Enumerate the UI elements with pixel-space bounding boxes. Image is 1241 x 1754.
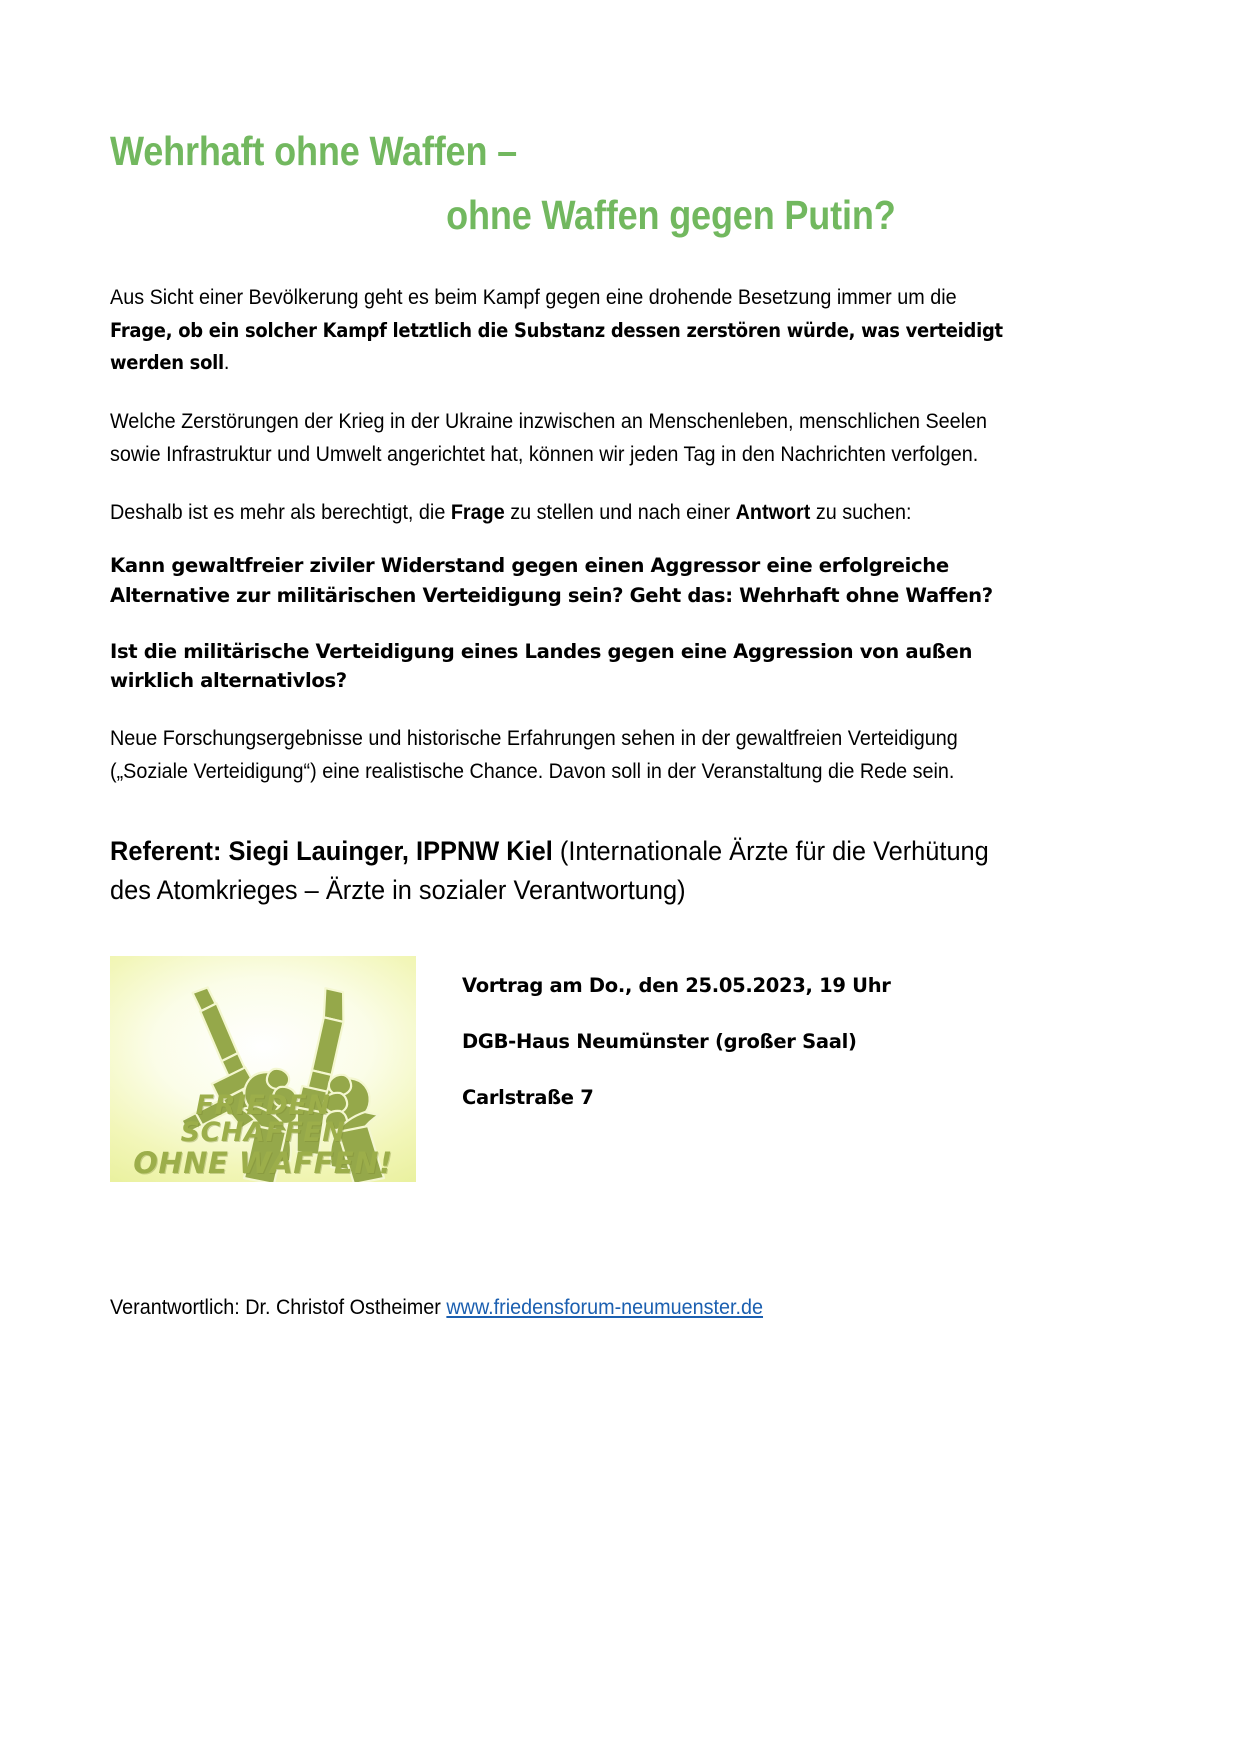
document-content xyxy=(110,120,1010,1182)
title-line-2: ohne Waffen gegen Putin? xyxy=(446,191,896,238)
speaker-name: Referent: Siegi Lauinger, IPPNW Kiel xyxy=(110,835,553,866)
paragraph-question-intro-c: zu suchen: xyxy=(810,500,912,525)
speaker-affiliation: (Internationale Ärzte für die Verhütung des Atomkrieges – Ärzte in sozialer Verantwortung) xyxy=(110,835,989,905)
paragraph-destruction: Welche Zerstörungen der Krieg in der Ukraine inzwischen an Menschenleben, menschlichen Seelen sowie Infrastruktur und Umwelt angerichtet hat, können wir jeden Tag in den Nachrichten verfolgen. xyxy=(110,409,988,466)
footer-website-link[interactable]: www.friedensforum-neumuenster.de xyxy=(446,1295,764,1319)
footer-responsible-text: Verantwortlich: Dr. Christof Ostheimer xyxy=(110,1295,447,1319)
paragraph-question-intro-bold-frage: Frage xyxy=(450,500,505,525)
paragraph-question-intro-a: Deshalb ist es mehr als berechtigt, die xyxy=(110,500,451,525)
logo-wordmark-line-2: OHNE WAFFEN! xyxy=(133,1145,393,1180)
paragraph-question-intro xyxy=(110,496,1010,529)
event-details xyxy=(462,956,891,1109)
paragraph-intro xyxy=(110,281,1010,379)
question-block-1: Kann gewaltfreier ziviler Widerstand gegen einen Aggressor eine erfolgreiche Alternative zur militärischen Verteidigung sein? Geht das: Wehrhaft ohne Waffen? xyxy=(110,554,993,607)
logo-wordmark-line-1: FRIEDEN SCHAFFEN xyxy=(180,1089,346,1148)
logo-wordmark xyxy=(110,1089,416,1180)
speaker-line xyxy=(110,832,1012,910)
frieden-schaffen-ohne-waffen-logo xyxy=(110,956,416,1182)
question-block-2: Ist die militärische Verteidigung eines Landes gegen eine Aggression von außen wirklich alternativlos? xyxy=(110,639,973,693)
title-line-1: Wehrhaft ohne Waffen – xyxy=(110,128,518,174)
paragraph-question-intro-b: zu stellen und nach einer xyxy=(504,500,736,525)
paragraph-research: Neue Forschungsergebnisse und historische Erfahrungen sehen in der gewaltfreien Verteidigung („Soziale Verteidigung“) eine realistische Chance. Davon soll in der Veranstaltung die Rede sein. xyxy=(110,726,958,783)
event-address-line: Carlstraße 7 xyxy=(462,1085,594,1109)
event-venue-line: DGB-Haus Neumünster (großer Saal) xyxy=(462,1029,857,1053)
paragraph-intro-text-b: . xyxy=(223,350,230,375)
event-area xyxy=(110,956,1010,1182)
page-title xyxy=(110,120,1010,247)
event-date-line: Vortrag am Do., den 25.05.2023, 19 Uhr xyxy=(462,973,891,997)
paragraph-question-intro-bold-antwort: Antwort xyxy=(735,500,811,525)
paragraph-intro-text-a: Aus Sicht einer Bevölkerung geht es beim Kampf gegen eine drohende Besetzung immer um die xyxy=(110,285,957,310)
footer xyxy=(110,1295,763,1320)
paragraph-intro-emphasis: Frage, ob ein solcher Kampf letztlich die Substanz dessen zerstören würde, was verteidigt werden soll xyxy=(110,318,1003,375)
